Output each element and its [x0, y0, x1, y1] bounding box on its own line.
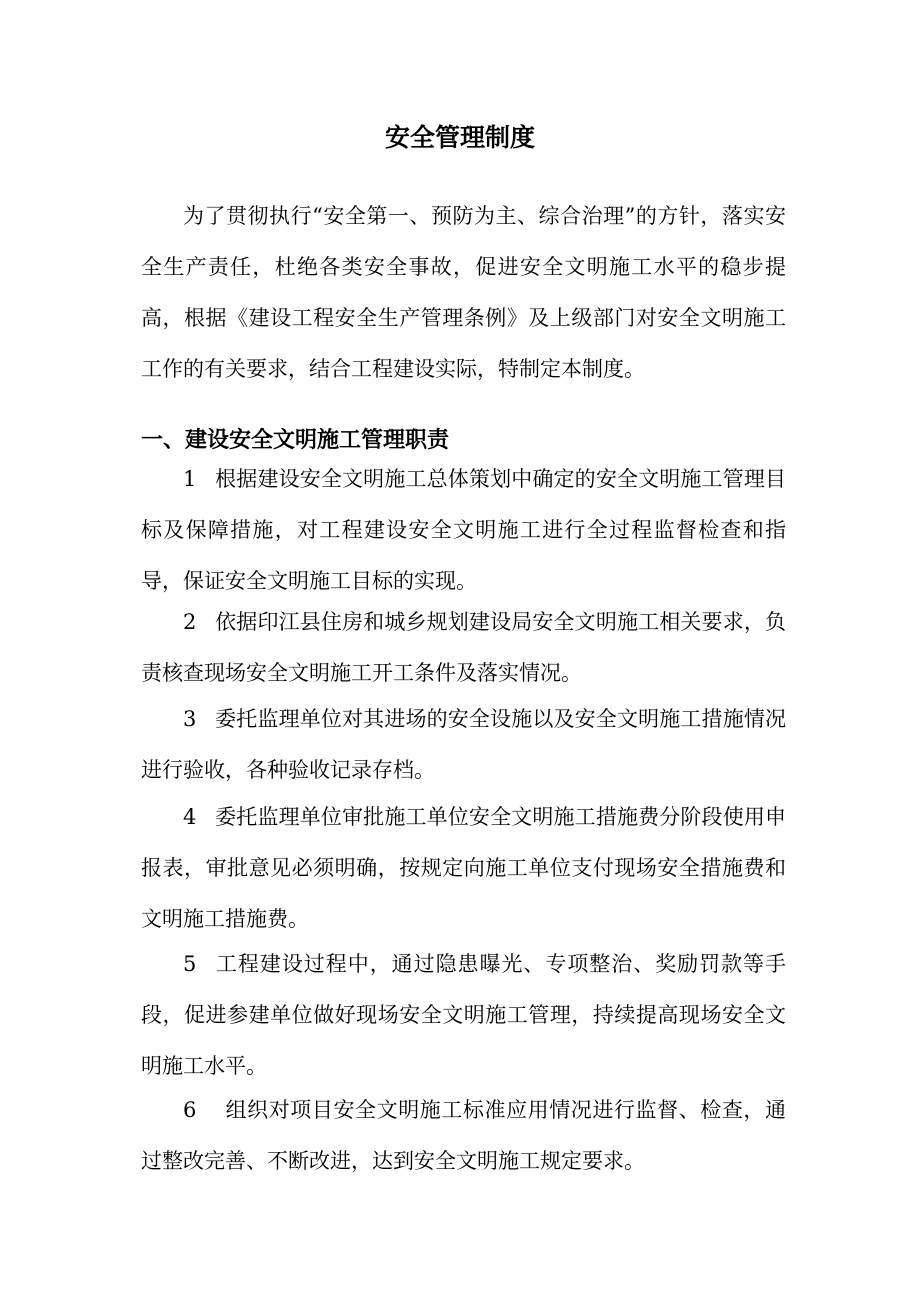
list-item	[141, 939, 786, 1092]
item-number: 5	[183, 952, 197, 976]
list-item	[141, 694, 786, 796]
item-number: 2	[183, 610, 197, 634]
list-item	[141, 792, 786, 945]
item-number: 6	[183, 1098, 197, 1122]
item-number: 1	[183, 467, 197, 491]
list-item	[141, 597, 786, 699]
item-number: 3	[183, 707, 197, 731]
item-text: 组织对项目安全文明施工标准应用情况进行监督、检查，通过整改完善、不断改进，达到安全文明施工规定要求。	[141, 1098, 786, 1173]
item-number: 4	[183, 805, 197, 829]
item-text: 委托监理单位审批施工单位安全文明施工措施费分阶段使用申报表，审批意见必须明确，按规定向施工单位支付现场安全措施费和文明施工措施费。	[141, 805, 786, 931]
list-item	[141, 1085, 786, 1187]
item-text: 根据建设安全文明施工总体策划中确定的安全文明施工管理目标及保障措施，对工程建设安全文明施工进行全过程监督检查和指导，保证安全文明施工目标的实现。	[141, 467, 786, 593]
intro-paragraph: 为了贯彻执行“安全第一、预防为主、综合治理”的方针，落实安全生产责任，杜绝各类安全事故，促进安全文明施工水平的稳步提高，根据《建设工程安全生产管理条例》及上级部门对安全文明施工工作的有关要求，结合工程建设实际，特制定本制度。	[141, 204, 786, 381]
item-text: 依据印江县住房和城乡规划建设局安全文明施工相关要求，负责核查现场安全文明施工开工条件及落实情况。	[141, 610, 786, 685]
item-text: 工程建设过程中，通过隐患曝光、专项整治、奖励罚款等手段，促进参建单位做好现场安全文明施工管理，持续提高现场安全文明施工水平。	[141, 952, 786, 1078]
item-text: 委托监理单位对其进场的安全设施以及安全文明施工措施情况进行验收，各种验收记录存档。	[141, 707, 786, 782]
section-heading: 一、建设安全文明施工管理职责	[141, 427, 450, 453]
page-title: 安全管理制度	[384, 123, 535, 152]
list-item	[141, 454, 786, 607]
